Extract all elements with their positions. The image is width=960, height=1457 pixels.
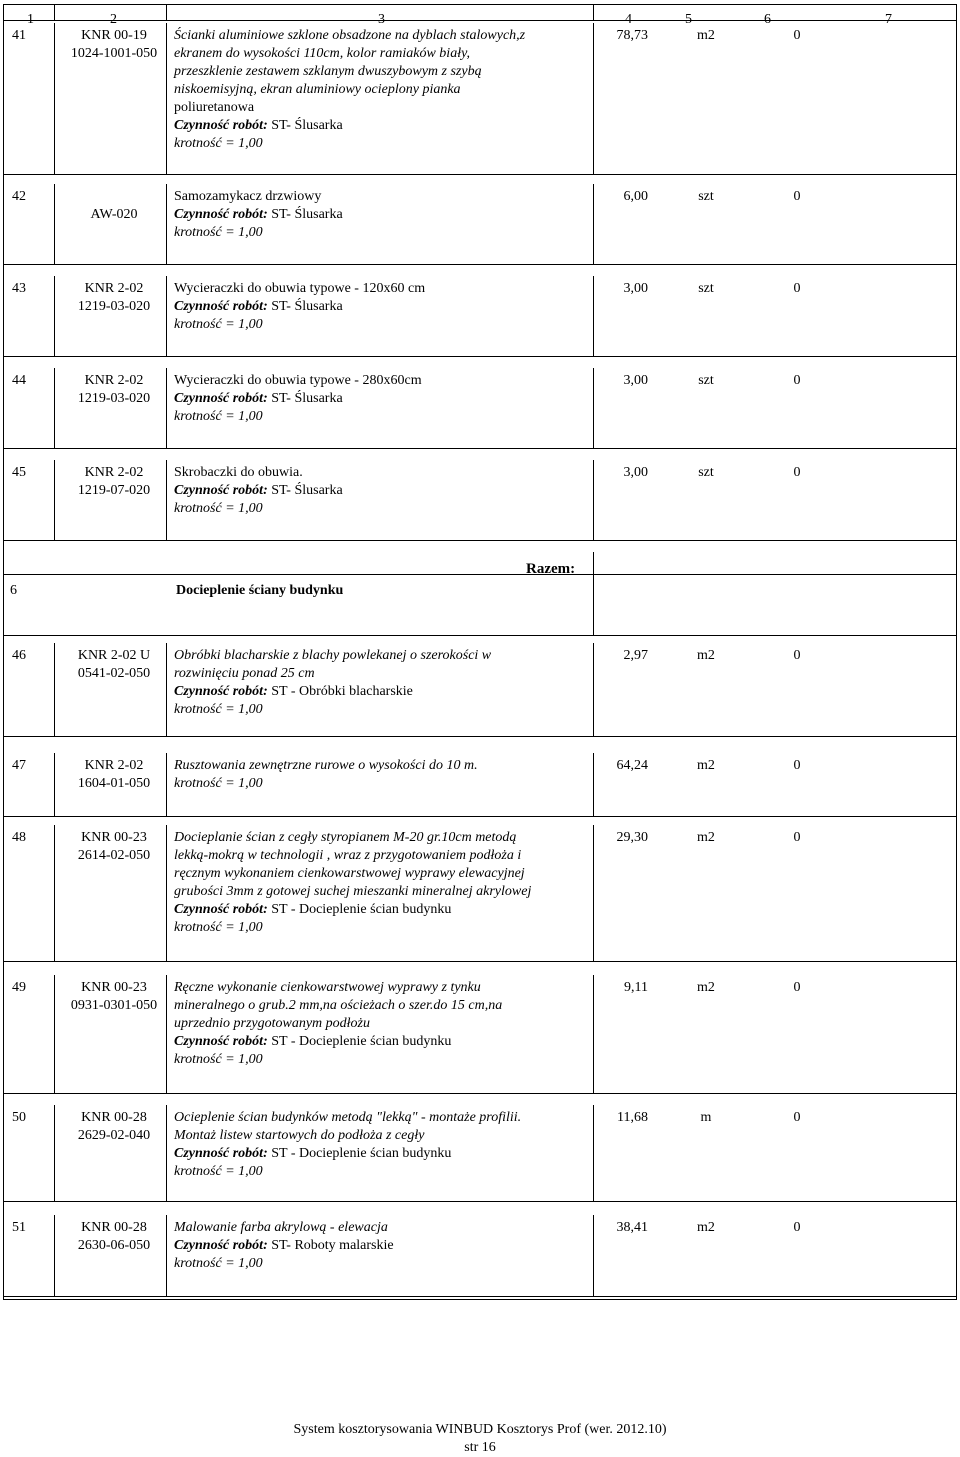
row-description: Ręczne wykonanie cienkowarstwowej wyprawy z tynku [174,980,481,995]
column-divider [166,5,167,20]
row-description: uprzednio przygotowanym podłożu [174,1016,370,1031]
row-divider [4,356,956,357]
header-col-7: 7 [885,12,892,27]
row-divider [4,635,956,636]
row-quantity: 3,00 [623,373,648,388]
column-divider [166,23,167,174]
row-work-type [174,901,451,919]
work-type-value: ST- Ślusarka [271,207,343,222]
row-work-type [174,1145,451,1163]
column-divider [593,23,594,174]
row-code: 1219-03-020 [77,391,151,406]
column-divider [593,5,594,20]
header-col-3: 3 [378,12,385,27]
row-code: 2614-02-050 [77,848,151,863]
row-unit: m2 [697,1220,715,1235]
work-type-label: Czynność robót: [174,207,272,222]
row-col7: 0 [793,1110,801,1125]
row-quantity: 9,11 [624,980,648,995]
column-divider [54,825,55,961]
footer-system: System kosztorysowania WINBUD Kosztorys Prof (wer. 2012.10) [293,1422,667,1437]
row-unit: m [700,1110,712,1125]
column-divider [166,1105,167,1201]
column-divider [593,460,594,540]
row-unit: m2 [697,830,715,845]
row-multiplier: krotność = 1,00 [174,136,263,151]
footer-page-number: str 16 [464,1440,496,1455]
column-divider [54,1105,55,1201]
header-col-6: 6 [764,12,771,27]
work-type-label: Czynność robót: [174,391,272,406]
row-description: Wycieraczki do obuwia typowe - 280x60cm [174,373,422,388]
row-col7: 0 [793,189,801,204]
row-quantity: 38,41 [616,1220,648,1235]
row-description: ekranem do wysokości 110cm, kolor ramiaków biały, [174,46,471,61]
row-code: KNR 00-19 [81,28,147,43]
row-description: lekką-mokrą w technologii , wraz z przygotowaniem podłoża i [174,848,522,863]
row-code: KNR 2-02 [84,373,144,388]
header-col-1: 1 [27,12,34,27]
row-multiplier: krotność = 1,00 [174,702,263,717]
work-type-value: ST- Ślusarka [271,299,343,314]
row-divider [4,816,956,817]
column-divider [54,276,55,356]
column-divider [54,975,55,1093]
row-number: 48 [12,830,26,845]
row-number: 47 [12,758,26,773]
row-divider [4,1296,956,1297]
row-unit: m2 [697,28,715,43]
section-number: 6 [10,583,17,598]
row-col7: 0 [793,281,801,296]
column-divider [166,276,167,356]
row-code: 0541-02-050 [77,666,151,681]
row-code: AW-020 [90,207,138,222]
row-col7: 0 [793,465,801,480]
row-col7: 0 [793,1220,801,1235]
column-divider [166,368,167,448]
row-description: Ścianki aluminiowe szklone obsadzone na dyblach stalowych,z [174,28,526,43]
row-code: KNR 00-28 [81,1110,147,1125]
row-unit: m2 [697,980,715,995]
row-multiplier: krotność = 1,00 [174,1256,263,1271]
row-description: Malowanie farba akrylową - elewacja [174,1220,388,1235]
column-divider [54,5,55,20]
work-type-label: Czynność robót: [174,1238,272,1253]
row-unit: szt [698,373,714,388]
row-multiplier: krotność = 1,00 [174,1052,263,1067]
row-description: Rusztowania zewnętrzne rurowe o wysokości do 10 m. [174,758,478,773]
row-unit: szt [698,189,714,204]
row-unit: szt [698,281,714,296]
work-type-value: ST - Docieplenie ścian budynku [271,902,452,917]
column-divider [54,184,55,264]
row-col7: 0 [793,758,801,773]
row-divider [4,574,956,575]
row-divider [4,264,956,265]
column-divider [593,368,594,448]
row-quantity: 2,97 [623,648,648,663]
row-description: Skrobaczki do obuwia. [174,465,303,480]
row-unit: m2 [697,758,715,773]
row-number: 50 [12,1110,26,1125]
column-divider [54,23,55,174]
work-type-label: Czynność robót: [174,299,272,314]
row-divider [4,1093,956,1094]
row-work-type [174,390,343,408]
row-description: Samozamykacz drzwiowy [174,189,322,204]
column-divider [593,825,594,961]
work-type-value: ST- Roboty malarskie [271,1238,394,1253]
row-col7: 0 [793,648,801,663]
row-col7: 0 [793,830,801,845]
row-number: 45 [12,465,26,480]
row-multiplier: krotność = 1,00 [174,920,263,935]
row-code: KNR 2-02 [84,758,144,773]
row-description: Docieplanie ścian z cegły styropianem M-20 gr.10cm metodą [174,830,517,845]
row-code: 0931-0301-050 [70,998,158,1013]
row-code: KNR 00-23 [81,980,147,995]
section-title: Docieplenie ściany budynku [176,583,344,598]
work-type-label: Czynność robót: [174,483,272,498]
column-divider [593,753,594,816]
row-code: KNR 2-02 [84,281,144,296]
work-type-label: Czynność robót: [174,1034,272,1049]
row-description: ręcznym wykonaniem cienkowarstwowej wyprawy elewacyjnej [174,866,525,881]
column-divider [593,276,594,356]
work-type-value: ST- Ślusarka [271,483,343,498]
row-divider [4,736,956,737]
work-type-label: Czynność robót: [174,684,272,699]
row-work-type [174,1033,451,1051]
row-quantity: 29,30 [616,830,648,845]
column-divider [166,753,167,816]
work-type-value: ST- Ślusarka [271,391,343,406]
column-divider [54,1215,55,1296]
work-type-label: Czynność robót: [174,902,272,917]
row-code: KNR 00-23 [81,830,147,845]
column-divider [54,460,55,540]
row-description: Wycieraczki do obuwia typowe - 120x60 cm [174,281,426,296]
column-divider [593,184,594,264]
row-number: 43 [12,281,26,296]
row-code: 1604-01-050 [77,776,151,791]
row-description: grubości 3mm z gotowej suchej mieszanki mineralnej akrylowej [174,884,532,899]
column-divider [166,975,167,1093]
row-code: 2630-06-050 [77,1238,151,1253]
row-description: mineralnego o grub.2 mm,na ościeżach o szer.do 15 cm,na [174,998,503,1013]
row-description: Ocieplenie ścian budynków metodą "lekką" - montaże profilii. [174,1110,522,1125]
row-divider [4,20,956,21]
row-work-type [174,206,343,224]
row-work-type [174,482,343,500]
row-multiplier: krotność = 1,00 [174,501,263,516]
column-divider [593,643,594,736]
row-description: Montaż listew startowych do podłoża z cegły [174,1128,425,1143]
row-description: Obróbki blacharskie z blachy powlekanej o szerokości w [174,648,492,663]
column-divider [166,1215,167,1296]
row-quantity: 78,73 [616,28,648,43]
row-quantity: 64,24 [616,758,648,773]
row-quantity: 3,00 [623,465,648,480]
row-description: niskoemisyjną, ekran aluminiowy ocieplony pianka [174,82,461,97]
row-divider [4,1201,956,1202]
column-divider [593,975,594,1093]
work-type-value: ST - Docieplenie ścian budynku [271,1146,452,1161]
row-col7: 0 [793,373,801,388]
row-number: 51 [12,1220,26,1235]
row-number: 49 [12,980,26,995]
row-divider [4,540,956,541]
row-description: rozwinięciu ponad 25 cm [174,666,315,681]
row-work-type [174,117,343,135]
work-type-label: Czynność robót: [174,1146,272,1161]
column-divider [166,460,167,540]
column-divider [166,643,167,736]
header-col-2: 2 [110,12,117,27]
row-unit: szt [698,465,714,480]
row-work-type [174,683,413,701]
column-divider [593,1215,594,1296]
row-number: 41 [12,28,26,43]
row-col7: 0 [793,28,801,43]
row-multiplier: krotność = 1,00 [174,225,263,240]
row-multiplier: krotność = 1,00 [174,776,263,791]
row-unit: m2 [697,648,715,663]
row-work-type [174,298,343,316]
cost-estimate-table [3,4,957,1300]
row-work-type [174,1237,394,1255]
razem-label: Razem: [526,561,576,577]
column-divider [54,643,55,736]
work-type-value: ST - Docieplenie ścian budynku [271,1034,452,1049]
row-col7: 0 [793,980,801,995]
row-quantity: 6,00 [623,189,648,204]
column-divider [166,825,167,961]
row-multiplier: krotność = 1,00 [174,409,263,424]
row-quantity: 11,68 [617,1110,648,1125]
row-description: przeszklenie zestawem szklanym dwuszybowym z szybą [174,64,482,79]
row-multiplier: krotność = 1,00 [174,1164,263,1179]
work-type-value: ST- Ślusarka [271,118,343,133]
column-divider [593,1105,594,1201]
row-description: poliuretanowa [174,100,255,115]
row-divider [4,174,956,175]
header-col-4: 4 [625,12,632,27]
row-code: KNR 00-28 [81,1220,147,1235]
row-multiplier: krotność = 1,00 [174,317,263,332]
header-col-5: 5 [685,12,692,27]
column-divider [166,184,167,264]
row-number: 46 [12,648,26,663]
row-number: 44 [12,373,26,388]
row-number: 42 [12,189,26,204]
row-divider [4,448,956,449]
work-type-label: Czynność robót: [174,118,272,133]
row-divider [4,961,956,962]
row-code: KNR 2-02 U [77,648,151,663]
column-divider [54,753,55,816]
row-code: 2629-02-040 [77,1128,151,1143]
column-divider [54,368,55,448]
row-code: 1219-03-020 [77,299,151,314]
column-divider [593,552,594,635]
work-type-value: ST - Obróbki blacharskie [271,684,413,699]
row-code: 1219-07-020 [77,483,151,498]
row-code: KNR 2-02 [84,465,144,480]
row-quantity: 3,00 [623,281,648,296]
row-code: 1024-1001-050 [70,46,158,61]
